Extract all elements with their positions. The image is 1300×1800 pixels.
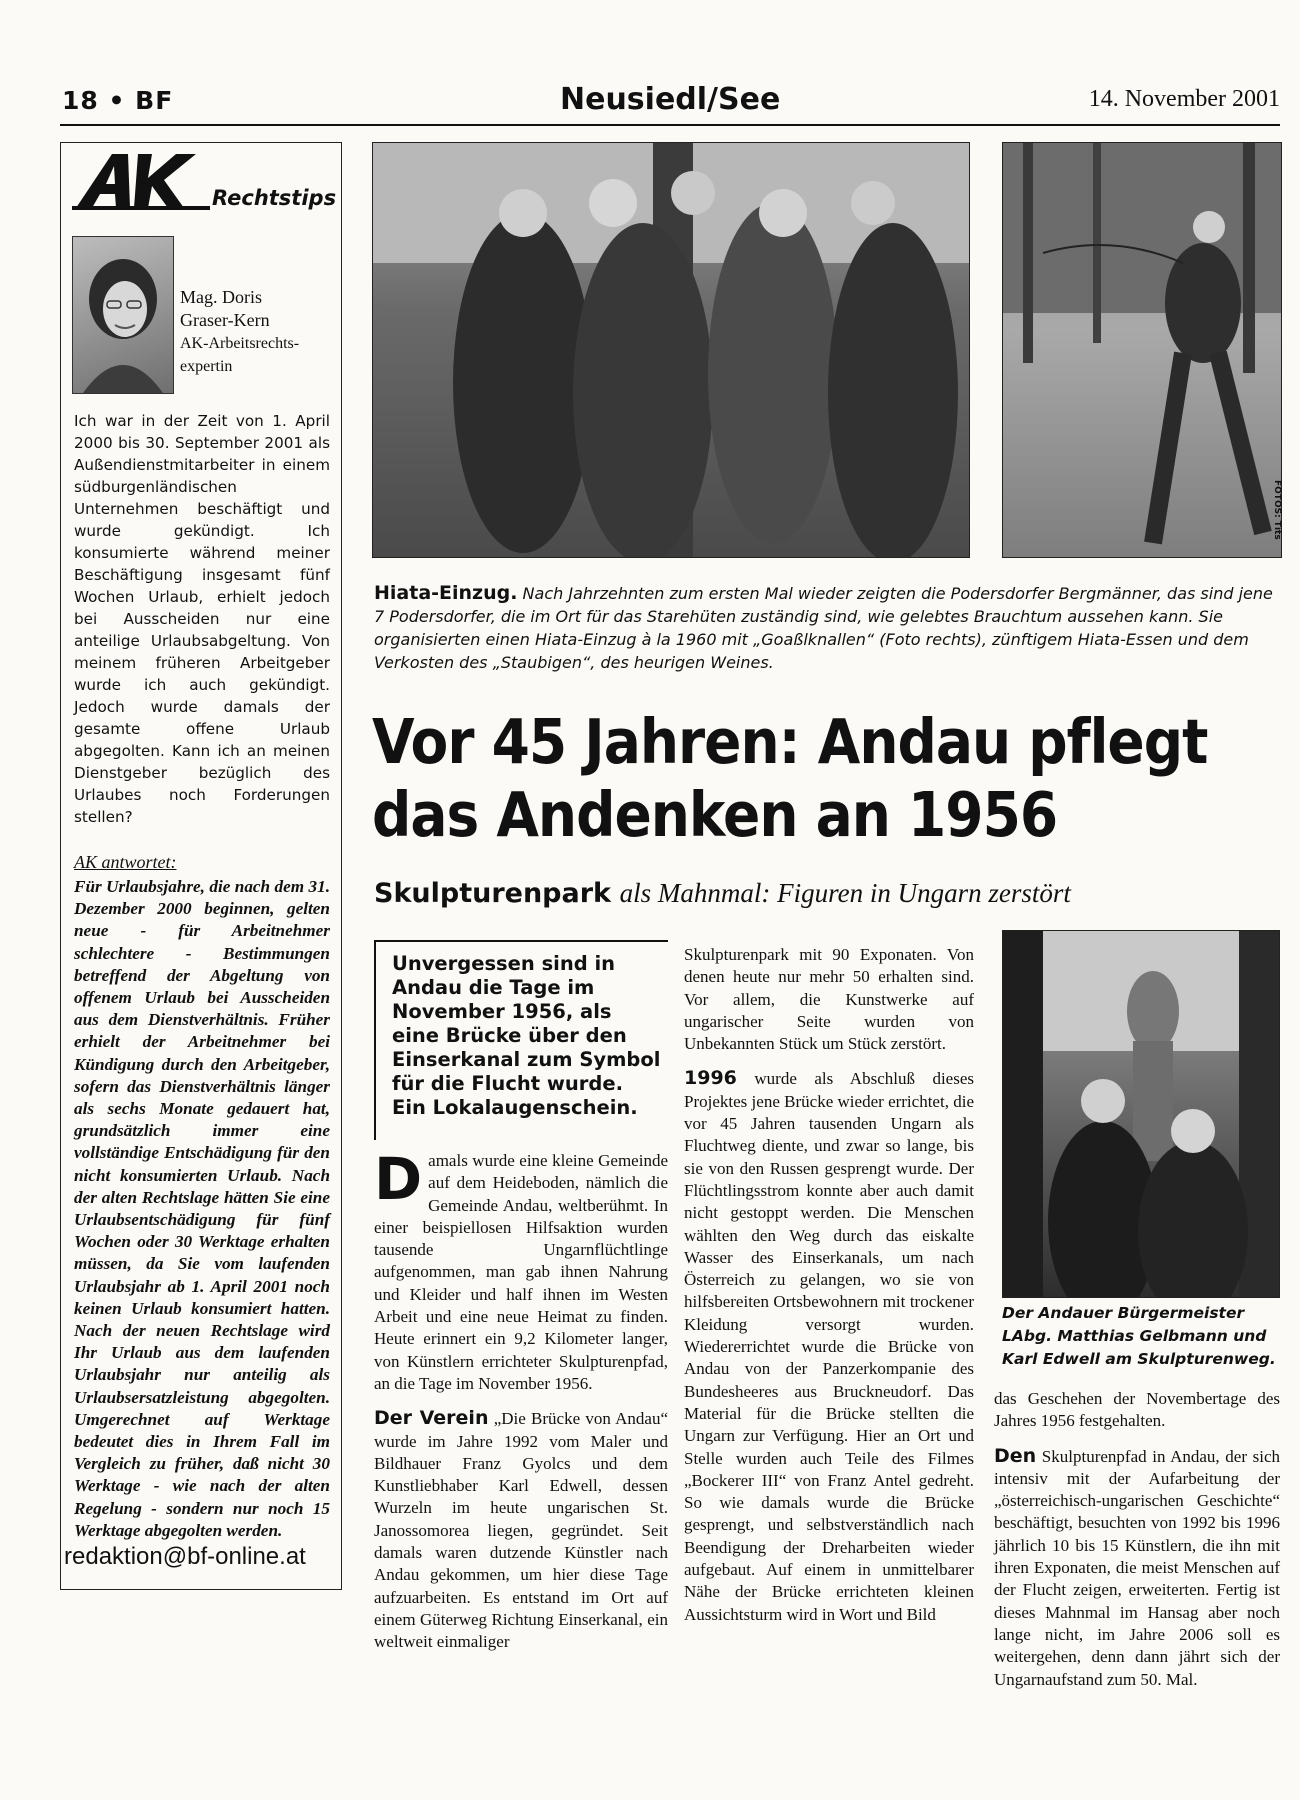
photo-credit: FOTOS: Tits <box>1272 480 1282 540</box>
paragraph-1996-text: wurde als Abschluß dieses Projektes jene Brücke wieder errichtet, die vor 45 Jahren tausenden Ungarn als Fluchtweg diente, und zwar so lange, bis sie von den Russen gesprengt wurde. Der Flüchtlingsstrom konnte aber auch damit nicht gestoppt werden. Die Menschen wählten den Weg durch das eiskalte Wasser des Einserkanals, um nach Österreich zu gelangen, wo sie von hilfsbereiten Ortsbewohnern mit trockener Kleidung versorgt wurden. Wiedererrichtet wurde die Brücke von Andau von der Panzerkompanie des Bundesheeres aus Bruckneudorf. Das Material für die Brücke stellten die Ungarn zur Verfügung. Hier an Ort und Stelle wurden auch Teile des Filmes „Bockerer III“ von Franz Antel gedreht. So wie damals wurde die Brücke gesprengt, und selbstverständlich nach Beendigung der Dreharbeiten wieder aufgebaut. Auf einem in unmittelbarer Nähe der Brücke errichteten kleinen Aussichtsturm wird in Wort und Bild <box>684 1069 975 1624</box>
author-role-line-2: expertin <box>180 358 233 375</box>
author-role <box>180 332 330 378</box>
article-column-1 <box>374 1145 668 1666</box>
photo-caption <box>374 582 1280 674</box>
article-teaser: Unvergessen sind in Andau die Tage im November 1956, als eine Brücke über den Einserkanal zum Symbol für die Flucht wurde. Ein Lokalaugenschein. <box>392 952 661 1119</box>
page-number: 18 • BF <box>62 86 174 115</box>
article-column-2 <box>684 944 974 1638</box>
ak-rechtstips-label: Rechtstips <box>212 186 337 210</box>
paragraph-skulpturenpark: Skulpturenpark mit 90 Exponaten. Von denen heute nur mehr 50 erhalten sind. Vor allem, die Kunstwerke auf ungarischer Seite wurden von Unbekannten Stück um Stück zerstört. <box>684 945 974 1054</box>
paragraph-verein <box>374 1407 668 1653</box>
photo-hiata-group <box>372 142 970 558</box>
author-name <box>180 286 270 332</box>
teaser-vertical-rule <box>374 940 376 1140</box>
article-subhead <box>374 878 1071 909</box>
headline-line-1: Vor 45 Jahren: Andau pflegt <box>372 706 1208 778</box>
article-column-3 <box>994 1388 1280 1703</box>
paragraph-skulpturenpfad <box>994 1445 1280 1691</box>
answer-heading: AK antwortet: <box>74 852 177 872</box>
reader-question: Ich war in der Zeit von 1. April 2000 bis 30. September 2001 als Außendienstmitarbeiter in einem südburgenländischen Unternehmen beschäftigt und wurde gekündigt. Ich konsumierte während meiner Beschäftigung insgesamt fünf Wochen Urlaub, erhielt jedoch bei Ausscheiden nur eine anteilige Urlaubsabgeltung. Von meinem früheren Arbeitgeber wurde ich auch gekündigt. Jedoch wurde damals der gesamte offene Urlaub abgegolten. Kann ich an meinen Dienstgeber bezüglich des Urlaubes noch Forderungen stellen? <box>74 412 330 826</box>
subhead-bold: Skulpturenpark <box>374 878 612 909</box>
contact-email[interactable]: redaktion@bf-online.at <box>64 1543 306 1570</box>
paragraph-intro-text: amals wurde eine kleine Gemeinde auf dem Heideboden, nämlich die Gemeinde Andau, weltberühmt. In einer beispiellosen Hilfsaktion wurden tausende Ungarnflüchtlinge aufgenommen, man gab ihnen Nahrung und Kleider und half ihnen im Westen Arbeit und eine neue Heimat zu finden. Heute erinnert ein 9,2 Kilometer langer, von Künstlern errichteter Skulpturenpfad, an die Tage im November 1956. <box>374 1151 668 1393</box>
paragraph-skulpturenpfad-text: Skulpturenpfad in Andau, der sich intensiv mit der Aufarbeitung der „österreichisch-ungarischen Geschichte“ beschäftigt, besuchten von 1992 bis 1996 jährlich 10 bis 15 Künstlern, die ihn mit ihren Exponaten, die meist Menschen auf der Flucht zeigen, erweiterten. Fertig ist dieses Mahnmal im Hansag aber noch lange nicht, im Jahre 2006 soll es weitergehen, denn dann jährt sich der Ungarnaufstand zum 50. Mal. <box>994 1446 1280 1689</box>
photo-caption-text: Nach Jahrzehnten zum ersten Mal wieder zeigten die Podersdorfer Bergmänner, das sind jene 7 Podersdorfer, die im Ort für das Starehüten zuständig sind, wie gelebtes Brauchtum aussehen kann. Sie organisierten einen Hiata-Einzug à la 1960 mit „Goaßlknallen“ (Foto rechts), zünftigem Hiata-Essen und dem Verkosten des „Staubigen“, des heurigen Weines. <box>374 584 1273 672</box>
author-name-line-2: Graser-Kern <box>180 310 270 330</box>
header-rule <box>60 124 1280 126</box>
paragraph-intro <box>374 1145 668 1395</box>
photo-caption-buergermeister: Der Andauer Bürgermeister LAbg. Matthias Gelbmann und Karl Edwell am Skulpturenweg. <box>1002 1304 1276 1368</box>
paragraph-1996 <box>684 1067 974 1625</box>
dropcap: D <box>374 1145 423 1213</box>
subhead-italic: als Mahnmal: Figuren in Ungarn zerstört <box>619 878 1071 908</box>
photo-goasslknallen <box>1002 142 1282 558</box>
section-title: Neusiedl/See <box>560 82 781 117</box>
teaser-rule <box>374 940 668 942</box>
article-headline <box>372 706 1282 852</box>
author-portrait <box>72 236 174 394</box>
paragraph-verein-lead: Der Verein <box>374 1407 489 1430</box>
photo-caption-lead: Hiata-Einzug. <box>374 582 518 604</box>
ak-answer: Für Urlaubsjahre, die nach dem 31. Dezember 2000 beginnen, gelten neue - für Arbeitnehmer schlechtere - Bestimmungen betreffend der Abgeltung von offenem Urlaub bei Ausscheiden aus dem Dienstverhältnis. Früher erhielt der Arbeitnehmer bei Kündigung durch den Arbeitgeber, sofern das Dienstverhältnis länger als sechs Monate gedauert hat, grundsätzlich immer eine vollständige Entschädigung für den nicht konsumierten Urlaub. Nach der alten Rechtslage hätten Sie eine Urlaubsentschädigung für fünf Wochen oder 30 Werktage erhalten müssen, da Sie vom laufenden Urlaubsjahr ab 1. April 2001 noch keinen Urlaub konsumiert hatten. Nach der neuen Rechtslage wird Ihr Urlaub aus dem laufenden Urlaubsjahr nur anteilig als Urlaubsersatzleistung abgegolten. Umgerechnet auf Werktage bedeutet dies in Ihrem Fall im Vergleich zu früher, daß nicht 30 Werktage - wie nach der alten Regelung - sondern nur noch 15 Werktage abgegolten werden. <box>74 877 330 1540</box>
paragraph-skulpturenpfad-lead: Den <box>994 1444 1037 1467</box>
author-name-line-1: Mag. Doris <box>180 287 262 307</box>
issue-date: 14. November 2001 <box>1088 86 1280 112</box>
author-role-line-1: AK-Arbeitsrechts- <box>180 335 300 352</box>
paragraph-verein-text: „Die Brücke von Andau“ wurde im Jahre 1992 vom Maler und Bildhauer Franz Gyolcs und dem Kunstliebhaber Karl Edwell, dessen Wurzeln im heute ungarischen St. Janossomorea liegen, gegründet. Seit damals waren dutzende Künstler nach Andau gekommen, um hier diese Tage aufzuarbeiten. Es entstand im Ort auf einem Güterweg Richtung Einserkanal, ein weltweit einmaliger <box>374 1409 668 1652</box>
photo-buergermeister <box>1002 930 1280 1298</box>
headline-line-2: das Andenken an 1956 <box>372 778 1058 851</box>
paragraph-geschehen: das Geschehen der Novembertage des Jahres 1956 festgehalten. <box>994 1389 1280 1431</box>
ak-logo <box>72 150 212 212</box>
paragraph-1996-lead: 1996 <box>684 1067 737 1090</box>
